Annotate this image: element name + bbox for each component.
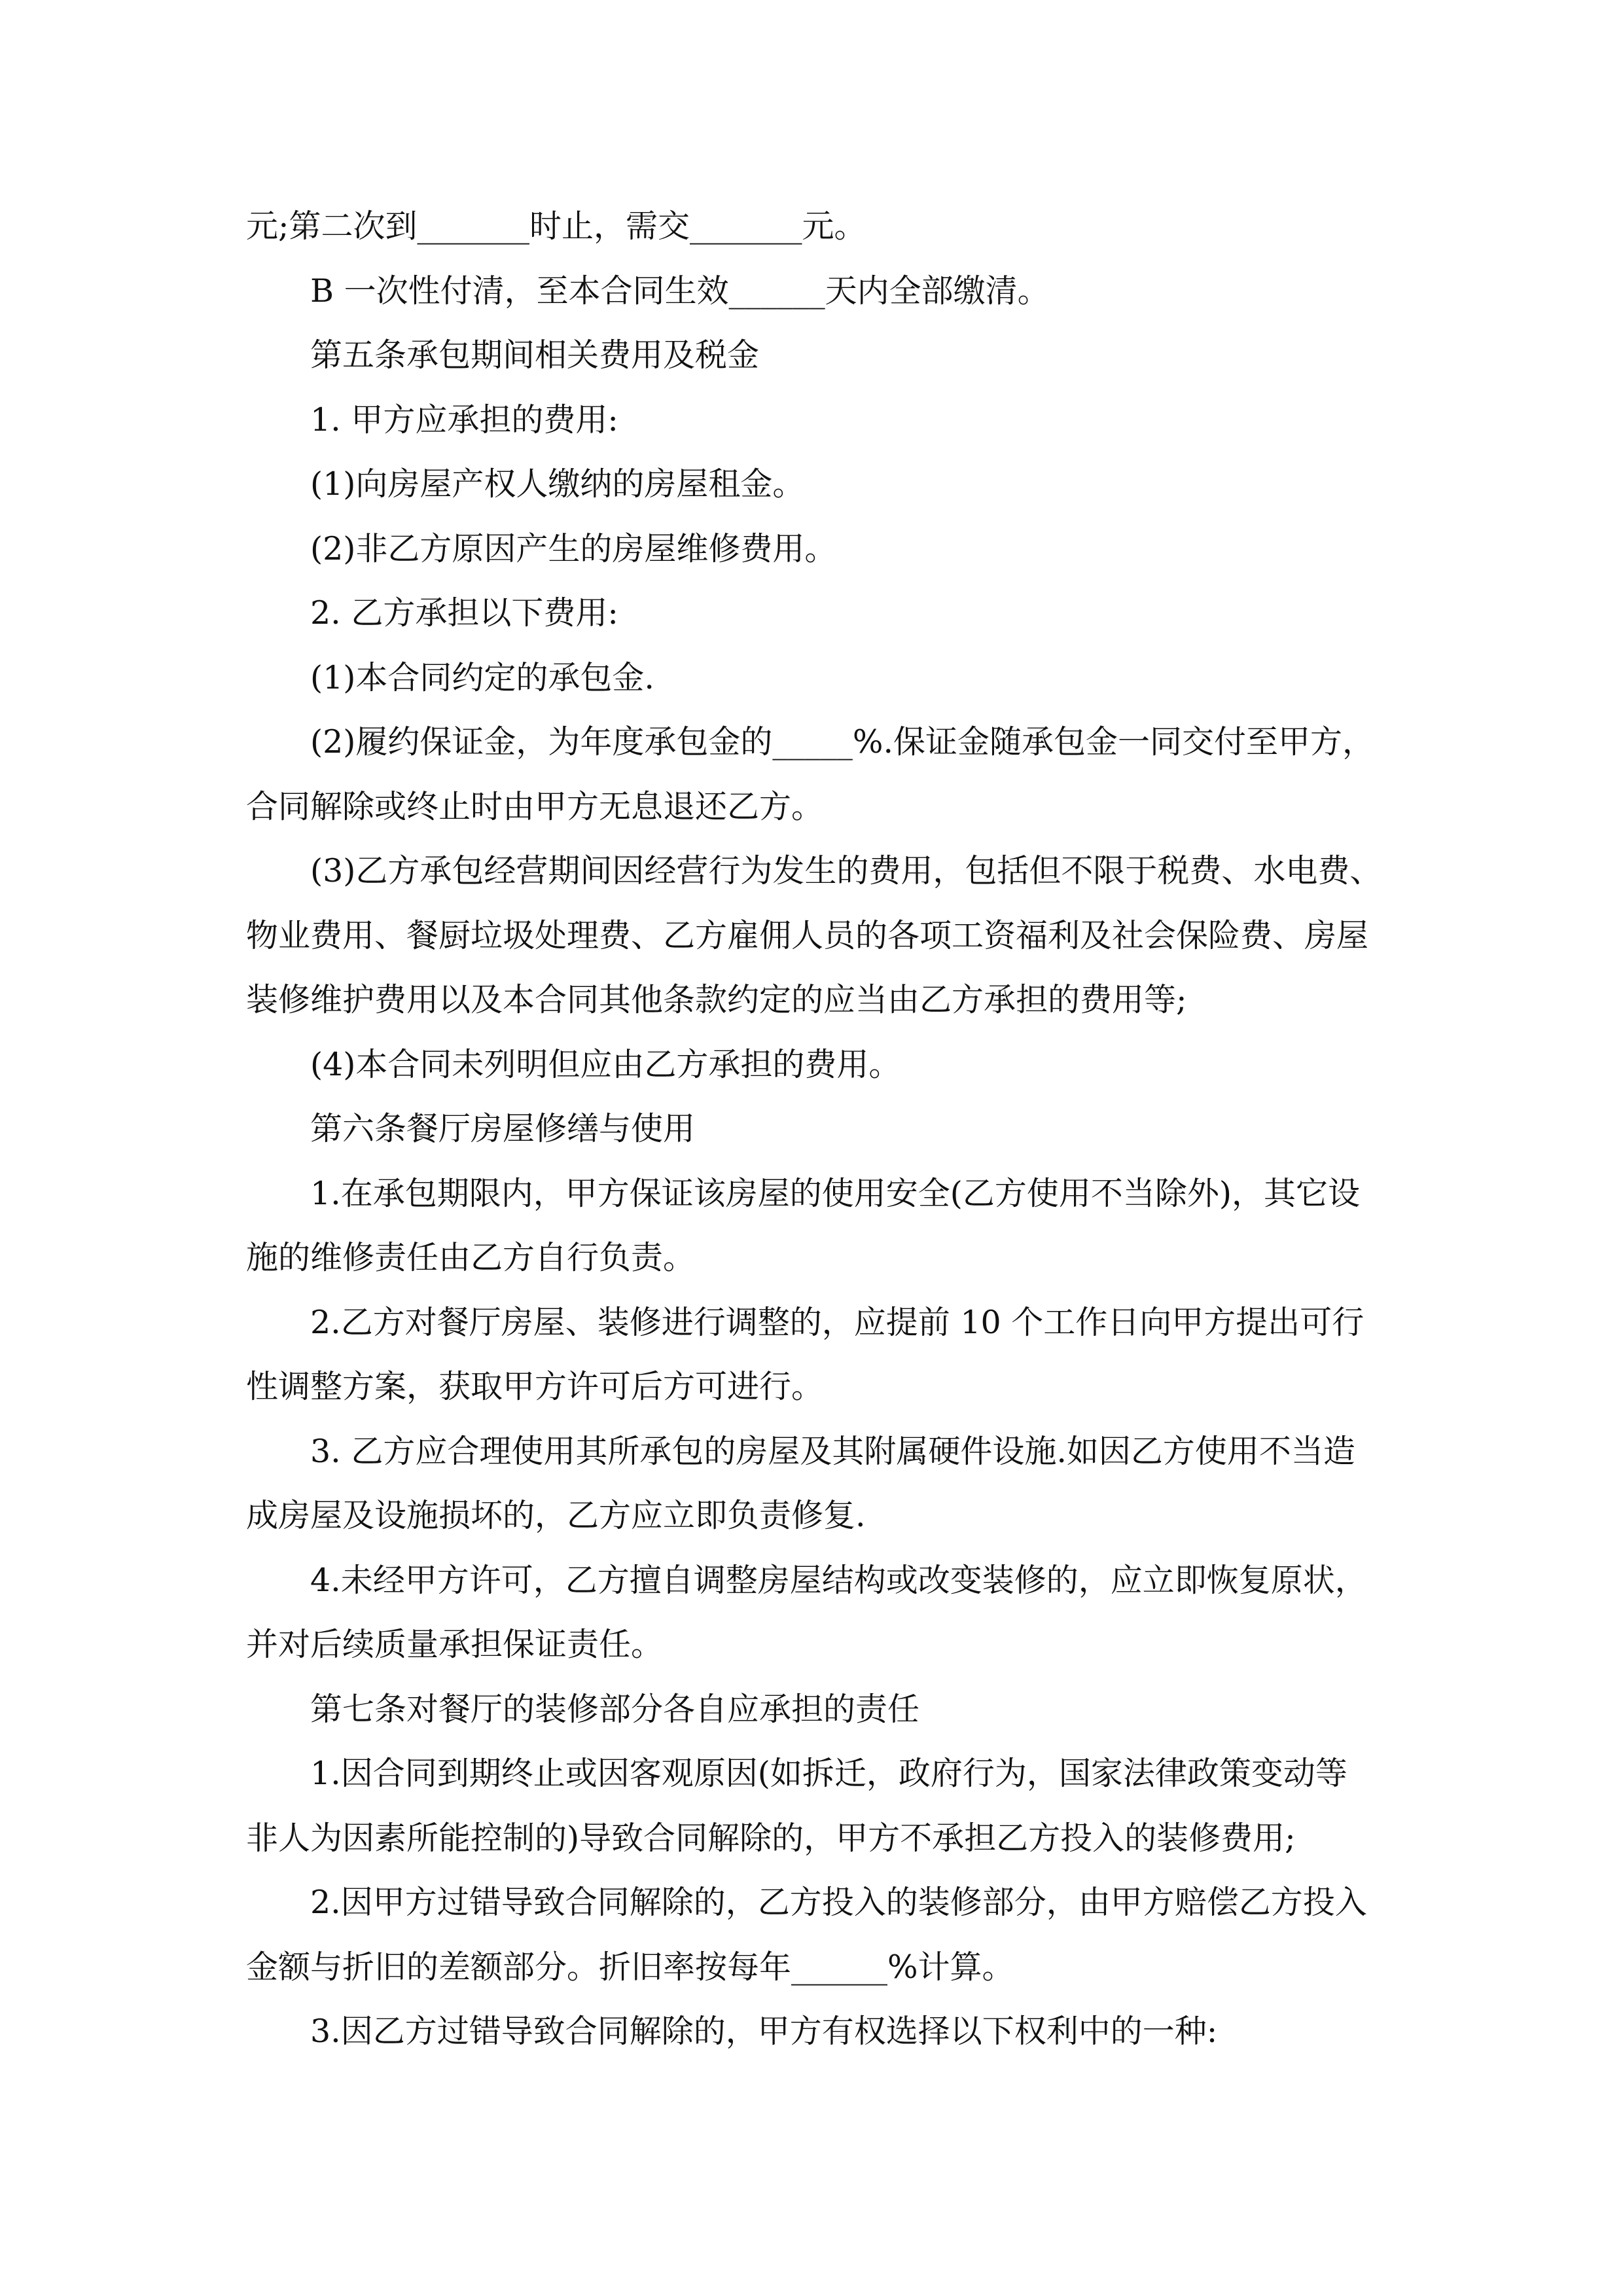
paragraph-line: 非人为因素所能控制的)导致合同解除的，甲方不承担乙方投入的装修费用;	[246, 1820, 1296, 1857]
paragraph-line: (3)乙方承包经营期间因经营行为发生的费用，包括但不限于税费、水电费、	[310, 852, 1382, 889]
paragraph-line: 第六条餐厅房屋修缮与使用	[310, 1110, 696, 1147]
paragraph-line: (2)履约保证金，为年度承包金的_____%.保证金随承包金一同交付至甲方，	[310, 723, 1375, 761]
paragraph-line: 金额与折旧的差额部分。折旧率按每年______%计算。	[246, 1948, 1014, 1986]
paragraph-line: 合同解除或终止时由甲方无息退还乙方。	[246, 788, 824, 825]
paragraph-line: 4.未经甲方许可，乙方擅自调整房屋结构或改变装修的，应立即恢复原状，	[310, 1562, 1367, 1599]
paragraph-line: 并对后续质量承担保证责任。	[246, 1626, 664, 1663]
paragraph-line: 2.乙方对餐厅房屋、装修进行调整的，应提前 10 个工作日向甲方提出可行	[310, 1304, 1364, 1341]
paragraph-line: (4)本合同未列明但应由乙方承担的费用。	[310, 1046, 901, 1083]
paragraph-line: (1)向房屋产权人缴纳的房屋租金。	[310, 465, 805, 503]
paragraph-line: (1)本合同约定的承包金.	[310, 659, 654, 696]
paragraph-line: 1.在承包期限内，甲方保证该房屋的使用安全(乙方使用不当除外)，其它设	[310, 1175, 1360, 1212]
paragraph-line: 物业费用、餐厨垃圾处理费、乙方雇佣人员的各项工资福利及社会保险费、房屋	[246, 917, 1369, 954]
paragraph-line: 第七条对餐厅的装修部分各自应承担的责任	[310, 1691, 920, 1728]
paragraph-line: 装修维护费用以及本合同其他条款约定的应当由乙方承担的费用等;	[246, 981, 1187, 1018]
paragraph-line: 2. 乙方承担以下费用:	[310, 594, 618, 632]
paragraph-line: (2)非乙方原因产生的房屋维修费用。	[310, 530, 837, 567]
paragraph-line: 1.因合同到期终止或因客观原因(如拆迁，政府行为，国家法律政策变动等	[310, 1755, 1347, 1792]
paragraph-line: 3.因乙方过错导致合同解除的，甲方有权选择以下权利中的一种:	[310, 2013, 1218, 2050]
paragraph-line: 成房屋及设施损坏的，乙方应立即负责修复.	[246, 1497, 866, 1534]
paragraph-line: 1. 甲方应承担的费用:	[310, 401, 618, 439]
paragraph-line: 3. 乙方应合理使用其所承包的房屋及其附属硬件设施.如因乙方使用不当造	[310, 1433, 1355, 1470]
paragraph-line: B 一次性付清，至本合同生效______天内全部缴清。	[310, 272, 1050, 310]
paragraph-line: 施的维修责任由乙方自行负责。	[246, 1239, 696, 1276]
paragraph-line: 元;第二次到_______时止，需交_______元。	[246, 207, 866, 245]
paragraph-line: 性调整方案，获取甲方许可后方可进行。	[246, 1368, 824, 1405]
paragraph-line: 第五条承包期间相关费用及税金	[310, 336, 760, 374]
paragraph-line: 2.因甲方过错导致合同解除的，乙方投入的装修部分，由甲方赔偿乙方投入	[310, 1884, 1367, 1921]
